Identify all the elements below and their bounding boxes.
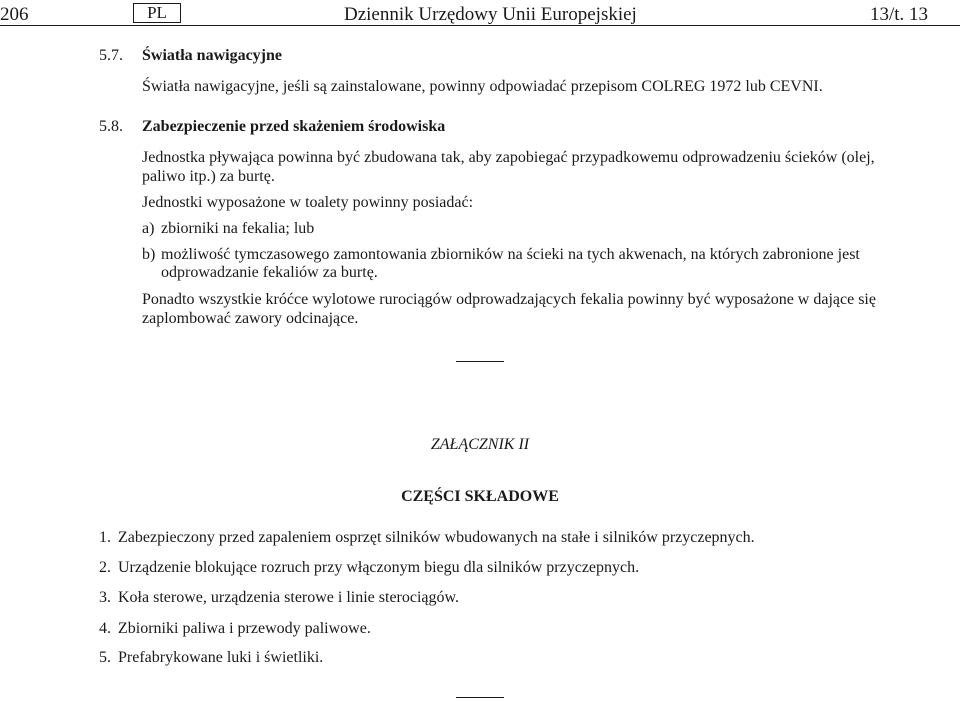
paragraph: Światła nawigacyjne, jeśli są zainstalowane, powinny odpowiadać przepisom COLREG 1972 lub CEVNI. [142, 78, 823, 95]
list-item-number: 1. [99, 529, 111, 546]
list-item-label: a) [142, 220, 155, 237]
section-separator [456, 697, 504, 698]
header-rule [0, 25, 960, 26]
list-item-text: odprowadzanie fekaliów za burtę. [161, 264, 378, 281]
list-item-text: zbiorniki na fekalia; lub [161, 220, 315, 237]
page-number: 206 [0, 4, 29, 25]
paragraph-line: Jednostka pływająca powinna być zbudowana tak, aby zapobiegać przypadkowemu odprowadzeniu ścieków (olej, [142, 149, 875, 166]
list-item-number: 4. [99, 620, 111, 637]
list-item-number: 5. [99, 649, 111, 666]
language-badge: PL [133, 3, 181, 23]
paragraph-line: paliwo itp.) za burtę. [142, 168, 275, 185]
list-item-text: Urządzenie blokujące rozruch przy włączonym biegu dla silników przyczepnych. [118, 559, 640, 576]
list-item-text: Zbiorniki paliwa i przewody paliwowe. [118, 620, 371, 637]
list-item-number: 2. [99, 559, 111, 576]
annex-title: ZAŁĄCZNIK II [430, 436, 530, 453]
paragraph-line: Ponadto wszystkie króćce wylotowe rurociągów odprowadzających fekalia powinny być wyposażone w dające się [142, 291, 876, 308]
list-item-text: możliwość tymczasowego zamontowania zbiorników na ścieki na tych akwenach, na których zabronione jest [161, 246, 860, 263]
section-number: 5.8. [99, 118, 123, 135]
issue-number: 13/t. 13 [870, 4, 929, 25]
journal-title: Dziennik Urzędowy Unii Europejskiej [344, 4, 637, 25]
section-title: Światła nawigacyjne [142, 47, 282, 64]
section-title: Zabezpieczenie przed skażeniem środowiska [142, 118, 446, 135]
section-separator [456, 361, 504, 362]
list-item-number: 3. [99, 589, 111, 606]
paragraph-line: zaplombować zawory odcinające. [142, 310, 359, 327]
annex-heading: CZĘŚCI SKŁADOWE [401, 488, 559, 505]
list-item-text: Prefabrykowane luki i świetliki. [118, 649, 324, 666]
section-number: 5.7. [99, 47, 123, 64]
paragraph: Jednostki wyposażone w toalety powinny posiadać: [142, 194, 474, 211]
list-item-text: Koła sterowe, urządzenia sterowe i linie sterociągów. [118, 589, 460, 606]
list-item-label: b) [142, 246, 156, 263]
list-item-text: Zabezpieczony przed zapaleniem osprzęt silników wbudowanych na stałe i silników przyczepnych. [118, 529, 755, 546]
